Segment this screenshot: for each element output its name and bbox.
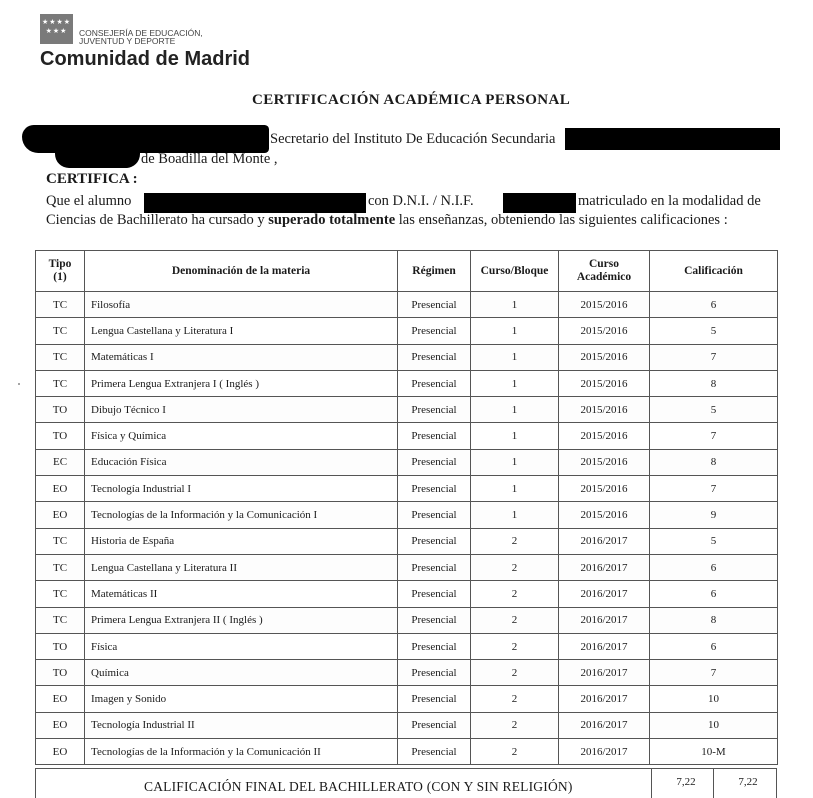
cell-tipo: TC [36, 607, 85, 633]
cell-academico: 2015/2016 [559, 476, 650, 502]
table-row [36, 423, 778, 449]
cell-calificacion: 8 [650, 370, 778, 396]
cell-curso: 2 [471, 686, 559, 712]
redaction-name-tail [55, 146, 140, 168]
cell-calificacion: 7 [650, 476, 778, 502]
cell-regimen: Presencial [398, 739, 471, 765]
cell-calificacion: 10 [650, 686, 778, 712]
cell-curso: 2 [471, 581, 559, 607]
header-calificacion: Calificación [650, 251, 778, 292]
redaction-dni [503, 193, 576, 213]
table-row [36, 633, 778, 659]
cell-calificacion: 6 [650, 633, 778, 659]
enrolled-text: matriculado en la modalidad de [578, 193, 761, 209]
location-text: de Boadilla del Monte , [141, 151, 278, 167]
cell-academico: 2016/2017 [559, 633, 650, 659]
table-row [36, 739, 778, 765]
cell-regimen: Presencial [398, 292, 471, 318]
cell-tipo: EO [36, 712, 85, 738]
cell-academico: 2015/2016 [559, 318, 650, 344]
certifica-heading: CERTIFICA : [46, 171, 138, 187]
cell-calificacion: 10 [650, 712, 778, 738]
table-row [36, 370, 778, 396]
cell-calificacion: 5 [650, 318, 778, 344]
cell-materia: Lengua Castellana y Literatura II [85, 554, 398, 580]
cell-tipo: TC [36, 292, 85, 318]
table-header-row [36, 251, 778, 292]
cell-curso: 2 [471, 712, 559, 738]
scan-speck [18, 383, 20, 385]
cell-curso: 1 [471, 318, 559, 344]
cell-curso: 2 [471, 739, 559, 765]
cell-tipo: TC [36, 344, 85, 370]
cell-materia: Lengua Castellana y Literatura I [85, 318, 398, 344]
cell-calificacion: 10-M [650, 739, 778, 765]
table-row [36, 686, 778, 712]
cell-regimen: Presencial [398, 449, 471, 475]
final-divider [651, 769, 652, 798]
cell-calificacion: 9 [650, 502, 778, 528]
cell-materia: Física [85, 633, 398, 659]
cell-materia: Tecnologías de la Información y la Comunicación I [85, 502, 398, 528]
cell-academico: 2016/2017 [559, 581, 650, 607]
cell-regimen: Presencial [398, 607, 471, 633]
cell-tipo: TC [36, 581, 85, 607]
cell-curso: 2 [471, 660, 559, 686]
intro-line2-bold: superado totalmente [268, 212, 396, 228]
header-tipo-label: Tipo [48, 258, 72, 270]
cell-tipo: TO [36, 633, 85, 659]
cell-regimen: Presencial [398, 528, 471, 554]
table-row [36, 554, 778, 580]
cell-academico: 2015/2016 [559, 370, 650, 396]
cell-academico: 2015/2016 [559, 292, 650, 318]
cell-calificacion: 7 [650, 344, 778, 370]
cell-materia: Primera Lengua Extranjera I ( Inglés ) [85, 370, 398, 396]
cell-academico: 2016/2017 [559, 739, 650, 765]
cell-calificacion: 6 [650, 554, 778, 580]
cell-materia: Matemáticas I [85, 344, 398, 370]
cell-academico: 2016/2017 [559, 554, 650, 580]
cell-materia: Física y Química [85, 423, 398, 449]
cell-curso: 1 [471, 344, 559, 370]
cell-tipo: TC [36, 370, 85, 396]
cell-academico: 2015/2016 [559, 423, 650, 449]
redaction-student [144, 193, 366, 213]
cell-tipo: TO [36, 660, 85, 686]
cell-curso: 1 [471, 449, 559, 475]
intro-line2 [46, 212, 728, 229]
org-department-line1: CONSEJERÍA DE EDUCACIÓN, [79, 28, 203, 38]
cell-tipo: TO [36, 423, 85, 449]
intro-line2-part2: las enseñanzas, obteniendo las siguientes calificaciones : [398, 212, 728, 228]
cell-academico: 2016/2017 [559, 712, 650, 738]
cell-curso: 1 [471, 292, 559, 318]
final-grade-row [35, 768, 777, 798]
cell-academico: 2015/2016 [559, 397, 650, 423]
header-curso-academico-line2: Académico [576, 271, 632, 283]
table-row [36, 292, 778, 318]
cell-materia: Filosofía [85, 292, 398, 318]
header-curso-academico [559, 251, 650, 292]
cell-calificacion: 8 [650, 607, 778, 633]
cell-materia: Tecnologías de la Información y la Comunicación II [85, 739, 398, 765]
table-row [36, 712, 778, 738]
table-row [36, 397, 778, 423]
header-curso-academico-line1: Curso [588, 258, 620, 270]
org-name: Comunidad de Madrid [40, 48, 250, 70]
student-prefix: Que el alumno [46, 193, 132, 209]
table-row [36, 449, 778, 475]
table-row [36, 318, 778, 344]
cell-calificacion: 6 [650, 581, 778, 607]
cell-materia: Dibujo Técnico I [85, 397, 398, 423]
cell-regimen: Presencial [398, 554, 471, 580]
cell-curso: 1 [471, 397, 559, 423]
table-row [36, 528, 778, 554]
cell-curso: 2 [471, 607, 559, 633]
final-grade-with-religion: 7,22 [676, 776, 696, 788]
cell-academico: 2016/2017 [559, 528, 650, 554]
cell-academico: 2016/2017 [559, 686, 650, 712]
table-row [36, 344, 778, 370]
table-row [36, 476, 778, 502]
cell-curso: 1 [471, 476, 559, 502]
cell-calificacion: 7 [650, 423, 778, 449]
cell-tipo: EC [36, 449, 85, 475]
cell-regimen: Presencial [398, 397, 471, 423]
cell-materia: Imagen y Sonido [85, 686, 398, 712]
cell-curso: 1 [471, 423, 559, 449]
cell-regimen: Presencial [398, 686, 471, 712]
cell-curso: 2 [471, 554, 559, 580]
cell-regimen: Presencial [398, 370, 471, 396]
document-title: CERTIFICACIÓN ACADÉMICA PERSONAL [252, 92, 571, 108]
cell-curso: 1 [471, 370, 559, 396]
cell-academico: 2015/2016 [559, 449, 650, 475]
cell-materia: Historia de España [85, 528, 398, 554]
cell-calificacion: 5 [650, 528, 778, 554]
cell-materia: Matemáticas II [85, 581, 398, 607]
cell-materia: Química [85, 660, 398, 686]
table-row [36, 607, 778, 633]
cell-regimen: Presencial [398, 502, 471, 528]
cell-materia: Tecnología Industrial I [85, 476, 398, 502]
cell-regimen: Presencial [398, 712, 471, 738]
cell-materia: Tecnología Industrial II [85, 712, 398, 738]
cell-regimen: Presencial [398, 476, 471, 502]
cell-calificacion: 5 [650, 397, 778, 423]
table-row [36, 581, 778, 607]
final-divider [713, 769, 714, 798]
cell-materia: Educación Física [85, 449, 398, 475]
header-curso-bloque: Curso/Bloque [471, 251, 559, 292]
cell-calificacion: 8 [650, 449, 778, 475]
cell-regimen: Presencial [398, 633, 471, 659]
header-regimen: Régimen [398, 251, 471, 292]
cell-curso: 2 [471, 633, 559, 659]
redaction-institute [565, 128, 780, 150]
org-department-line2: JUVENTUD Y DEPORTE [79, 36, 176, 46]
final-grade-without-religion: 7,22 [738, 776, 758, 788]
grades-table [35, 250, 778, 765]
cell-academico: 2016/2017 [559, 660, 650, 686]
secretary-text: Secretario del Instituto De Educación Secundaria [270, 131, 556, 147]
cell-academico: 2015/2016 [559, 344, 650, 370]
cell-academico: 2016/2017 [559, 607, 650, 633]
cell-tipo: TC [36, 528, 85, 554]
final-grade-label: CALIFICACIÓN FINAL DEL BACHILLERATO (CON Y SIN RELIGIÓN) [144, 779, 573, 794]
cell-tipo: EO [36, 686, 85, 712]
cell-calificacion: 7 [650, 660, 778, 686]
table-row [36, 502, 778, 528]
cell-tipo: TC [36, 318, 85, 344]
cell-curso: 1 [471, 502, 559, 528]
cell-tipo: EO [36, 476, 85, 502]
cell-regimen: Presencial [398, 581, 471, 607]
cell-regimen: Presencial [398, 660, 471, 686]
cell-tipo: TO [36, 397, 85, 423]
cell-tipo: TC [36, 554, 85, 580]
header-tipo [36, 251, 85, 292]
header-tipo-note: (1) [53, 271, 67, 283]
cell-regimen: Presencial [398, 423, 471, 449]
table-row [36, 660, 778, 686]
cell-materia: Primera Lengua Extranjera II ( Inglés ) [85, 607, 398, 633]
cell-regimen: Presencial [398, 318, 471, 344]
cell-tipo: EO [36, 502, 85, 528]
cell-curso: 2 [471, 528, 559, 554]
cell-regimen: Presencial [398, 344, 471, 370]
madrid-flag-icon: ★★★★ ★★★ [40, 14, 73, 44]
cell-calificacion: 6 [650, 292, 778, 318]
dni-label: con D.N.I. / N.I.F. [368, 193, 474, 209]
cell-tipo: EO [36, 739, 85, 765]
header-materia: Denominación de la materia [85, 251, 398, 292]
cell-academico: 2015/2016 [559, 502, 650, 528]
intro-line2-part1: Ciencias de Bachillerato ha cursado y [46, 212, 265, 228]
